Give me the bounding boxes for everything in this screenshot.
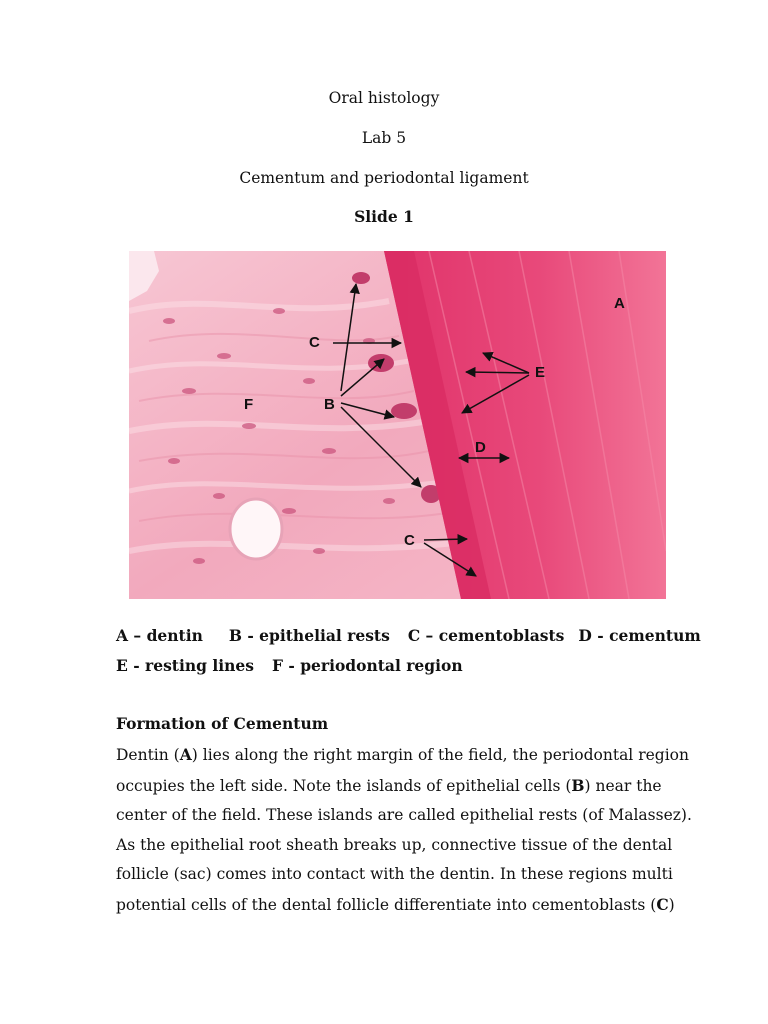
body-line-1-a: Dentin ( (116, 746, 180, 764)
label-e: E (535, 364, 546, 381)
body-line-6-bold: C (656, 894, 669, 914)
histology-micrograph (129, 251, 666, 599)
legend-line-2 (116, 656, 676, 676)
label-c-top: C (309, 334, 320, 351)
blood-vessel (230, 499, 282, 559)
label-c-bottom: C (404, 532, 415, 549)
legend-item-a: A – dentin (116, 626, 203, 645)
course-title: Oral histology (328, 89, 440, 107)
body-line-3 (116, 801, 692, 831)
body-line-5 (116, 860, 673, 890)
body-line-2-b: ) near the (584, 776, 662, 795)
body-line-3-a: center of the field. These islands are called epithelial rests (of Malassez). (116, 806, 692, 824)
body-line-1 (116, 740, 689, 771)
legend-item-b: B - epithelial rests (228, 626, 390, 645)
lab-title: Lab 5 (361, 129, 407, 147)
arrow-e-2 (466, 372, 529, 373)
label-f: F (244, 396, 254, 413)
body-line-1-b: ) lies along the right margin of the field, the periodontal region (191, 746, 689, 764)
section-heading: Formation of Cementum (116, 714, 329, 733)
section-body (116, 740, 692, 920)
arrow-c-bottom-1 (424, 539, 467, 540)
legend-line-1 (116, 626, 701, 646)
body-line-2-a: occupies the left side. Note the islands of epithelial cells ( (116, 776, 572, 795)
body-line-6-a: potential cells of the dental follicle differentiate into cementoblasts ( (116, 895, 657, 914)
micrograph-svg (129, 251, 666, 599)
body-line-6 (116, 890, 675, 921)
legend-item-c: C – cementoblasts (407, 626, 565, 645)
body-line-2 (116, 771, 662, 802)
body-line-2-bold: B (571, 775, 585, 795)
label-d: D (475, 439, 486, 456)
legend-item-e: E - resting lines (116, 656, 254, 675)
topic-title: Cementum and periodontal ligament (239, 169, 529, 187)
legend-item-f: F - periodontal region (271, 656, 463, 675)
body-line-1-bold: A (179, 745, 192, 764)
slide-title: Slide 1 (354, 207, 414, 226)
body-line-4-a: As the epithelial root sheath breaks up, connective tissue of the dental (116, 835, 673, 854)
legend-item-d: D - cementum (578, 626, 701, 645)
body-line-5-a: follicle (sac) comes into contact with the dentin. In these regions multi (116, 865, 673, 883)
label-b: B (324, 396, 335, 413)
body-line-6-b: ) (668, 895, 675, 914)
label-a: A (614, 295, 625, 312)
body-line-4 (116, 831, 673, 861)
